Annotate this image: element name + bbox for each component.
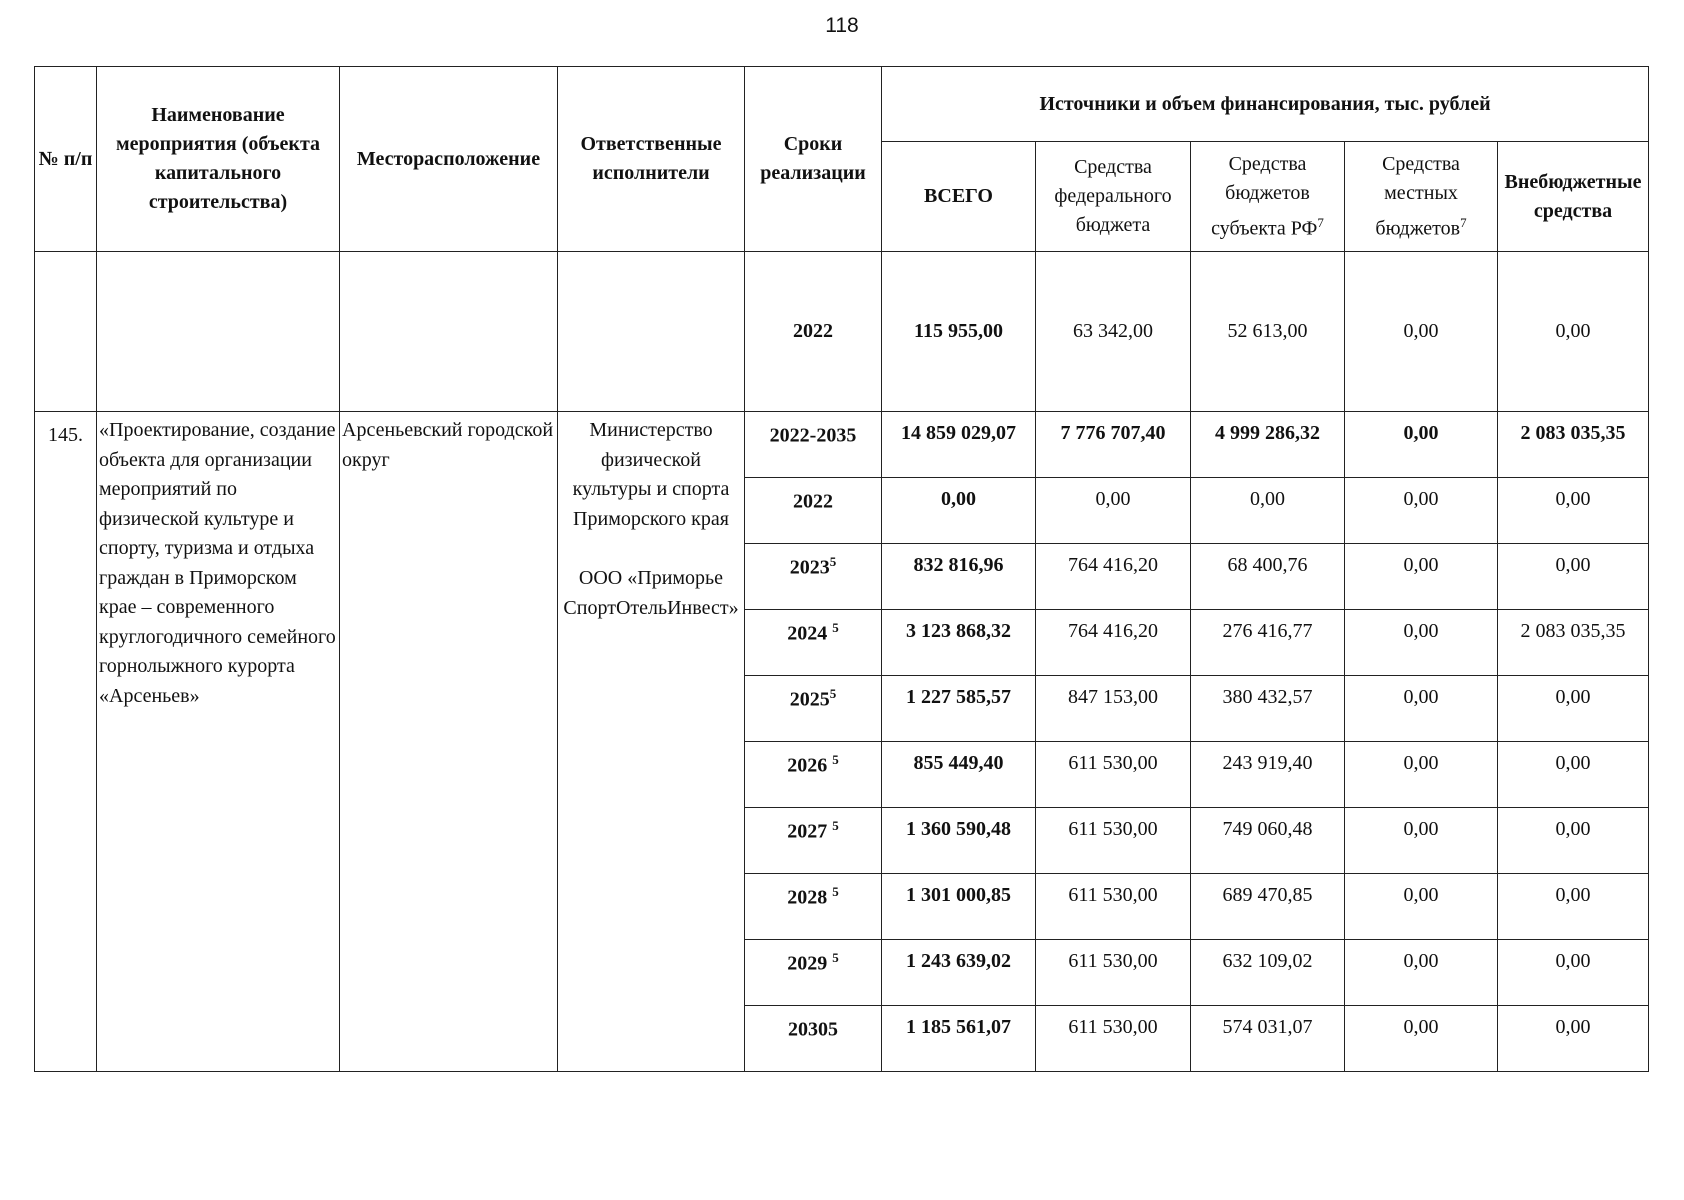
total-cell: 855 449,40 <box>882 742 1036 808</box>
federal-cell: 764 416,20 <box>1036 544 1191 610</box>
extra-cell: 0,00 <box>1498 808 1649 874</box>
regional-cell: 380 432,57 <box>1191 676 1345 742</box>
year-cell: 2022 <box>745 478 882 544</box>
executor-company: ООО «Приморье СпортОтельИнвест» <box>563 567 739 619</box>
item-number: 145. <box>35 412 97 1072</box>
empty-cell <box>97 252 340 412</box>
regional-cell: 689 470,85 <box>1191 874 1345 940</box>
local-cell: 0,00 <box>1345 874 1498 940</box>
total-cell: 1 360 590,48 <box>882 808 1036 874</box>
empty-cell <box>35 252 97 412</box>
extra-cell: 0,00 <box>1498 544 1649 610</box>
local-cell: 0,00 <box>1345 544 1498 610</box>
total-cell: 14 859 029,07 <box>882 412 1036 478</box>
executor-ministry: Министерство физической культуры и спорта Приморского края <box>572 419 730 530</box>
federal-cell: 847 153,00 <box>1036 676 1191 742</box>
federal-cell: 63 342,00 <box>1036 252 1191 412</box>
year-cell: 2029 $^5$ <box>745 940 882 1006</box>
federal-cell: 611 530,00 <box>1036 1006 1191 1072</box>
regional-cell: 0,00 <box>1191 478 1345 544</box>
federal-cell: 611 530,00 <box>1036 742 1191 808</box>
extra-cell: 0,00 <box>1498 1006 1649 1072</box>
total-cell: 832 816,96 <box>882 544 1036 610</box>
year-cell: 2023$^5$ <box>745 544 882 610</box>
page-number: 118 <box>825 14 859 37</box>
year-cell: 2026 $^5$ <box>745 742 882 808</box>
regional-cell: 243 919,40 <box>1191 742 1345 808</box>
local-cell: 0,00 <box>1345 1006 1498 1072</box>
total-cell: 1 227 585,57 <box>882 676 1036 742</box>
extra-cell: 2 083 035,35 <box>1498 412 1649 478</box>
regional-cell: 4 999 286,32 <box>1191 412 1345 478</box>
year-cell: 2025$^5$ <box>745 676 882 742</box>
year-cell: 2028 $^5$ <box>745 874 882 940</box>
extra-cell: 2 083 035,35 <box>1498 610 1649 676</box>
header-federal: Средства федерального бюджета <box>1036 142 1191 252</box>
empty-cell <box>558 252 745 412</box>
header-extra: Внебюджетные средства <box>1498 142 1649 252</box>
header-terms: Сроки реализации <box>745 67 882 252</box>
local-cell: 0,00 <box>1345 610 1498 676</box>
header-sources: Источники и объем финансирования, тыс. рублей <box>882 67 1649 142</box>
extra-cell: 0,00 <box>1498 676 1649 742</box>
regional-cell: 276 416,77 <box>1191 610 1345 676</box>
empty-cell <box>340 252 558 412</box>
year-cell: 20305 <box>745 1006 882 1072</box>
table-header <box>35 67 1649 252</box>
regional-cell: 68 400,76 <box>1191 544 1345 610</box>
header-name: Наименование мероприятия (объекта капитального строительства) <box>97 67 340 252</box>
regional-cell: 52 613,00 <box>1191 252 1345 412</box>
extra-cell: 0,00 <box>1498 940 1649 1006</box>
header-location: Месторасположение <box>340 67 558 252</box>
federal-cell: 611 530,00 <box>1036 940 1191 1006</box>
item-name: «Проектирование, создание объекта для организации мероприятий по физической культуре и спорту, туризма и отдыха граждан в Приморском крае – современного круглогодичного семейного горнолыжного курорта «Арсеньев» <box>97 412 340 1072</box>
year-cell: 2024 $^5$ <box>745 610 882 676</box>
year-cell: 2022 <box>745 252 882 412</box>
header-executors: Ответственные исполнители <box>558 67 745 252</box>
year-cell: 2022-2035 <box>745 412 882 478</box>
local-cell: 0,00 <box>1345 676 1498 742</box>
total-cell: 0,00 <box>882 478 1036 544</box>
total-cell: 1 301 000,85 <box>882 874 1036 940</box>
regional-cell: 749 060,48 <box>1191 808 1345 874</box>
header-regional: Средства бюджетов субъекта $РФ^7$ <box>1191 142 1345 252</box>
federal-cell: 611 530,00 <box>1036 808 1191 874</box>
federal-cell: 764 416,20 <box>1036 610 1191 676</box>
total-cell: 1 185 561,07 <box>882 1006 1036 1072</box>
total-cell: 115 955,00 <box>882 252 1036 412</box>
local-cell: 0,00 <box>1345 252 1498 412</box>
extra-cell: 0,00 <box>1498 478 1649 544</box>
extra-cell: 0,00 <box>1498 874 1649 940</box>
total-cell: 3 123 868,32 <box>882 610 1036 676</box>
local-cell: 0,00 <box>1345 940 1498 1006</box>
header-total: ВСЕГО <box>882 142 1036 252</box>
federal-cell: 0,00 <box>1036 478 1191 544</box>
local-cell: 0,00 <box>1345 742 1498 808</box>
header-local: Средства местных бюджетов$^7$ <box>1345 142 1498 252</box>
header-num: № п/п <box>35 67 97 252</box>
regional-cell: 574 031,07 <box>1191 1006 1345 1072</box>
federal-cell: 611 530,00 <box>1036 874 1191 940</box>
item-location: Арсеньевский городской округ <box>340 412 558 1072</box>
local-cell: 0,00 <box>1345 412 1498 478</box>
local-cell: 0,00 <box>1345 478 1498 544</box>
extra-cell: 0,00 <box>1498 742 1649 808</box>
table-row <box>35 412 1649 478</box>
federal-cell: 7 776 707,40 <box>1036 412 1191 478</box>
item-executors <box>558 412 745 1072</box>
regional-cell: 632 109,02 <box>1191 940 1345 1006</box>
financing-table <box>34 66 1649 1072</box>
extra-cell: 0,00 <box>1498 252 1649 412</box>
table-row-prev <box>35 252 1649 412</box>
year-cell: 2027 $^5$ <box>745 808 882 874</box>
local-cell: 0,00 <box>1345 808 1498 874</box>
total-cell: 1 243 639,02 <box>882 940 1036 1006</box>
